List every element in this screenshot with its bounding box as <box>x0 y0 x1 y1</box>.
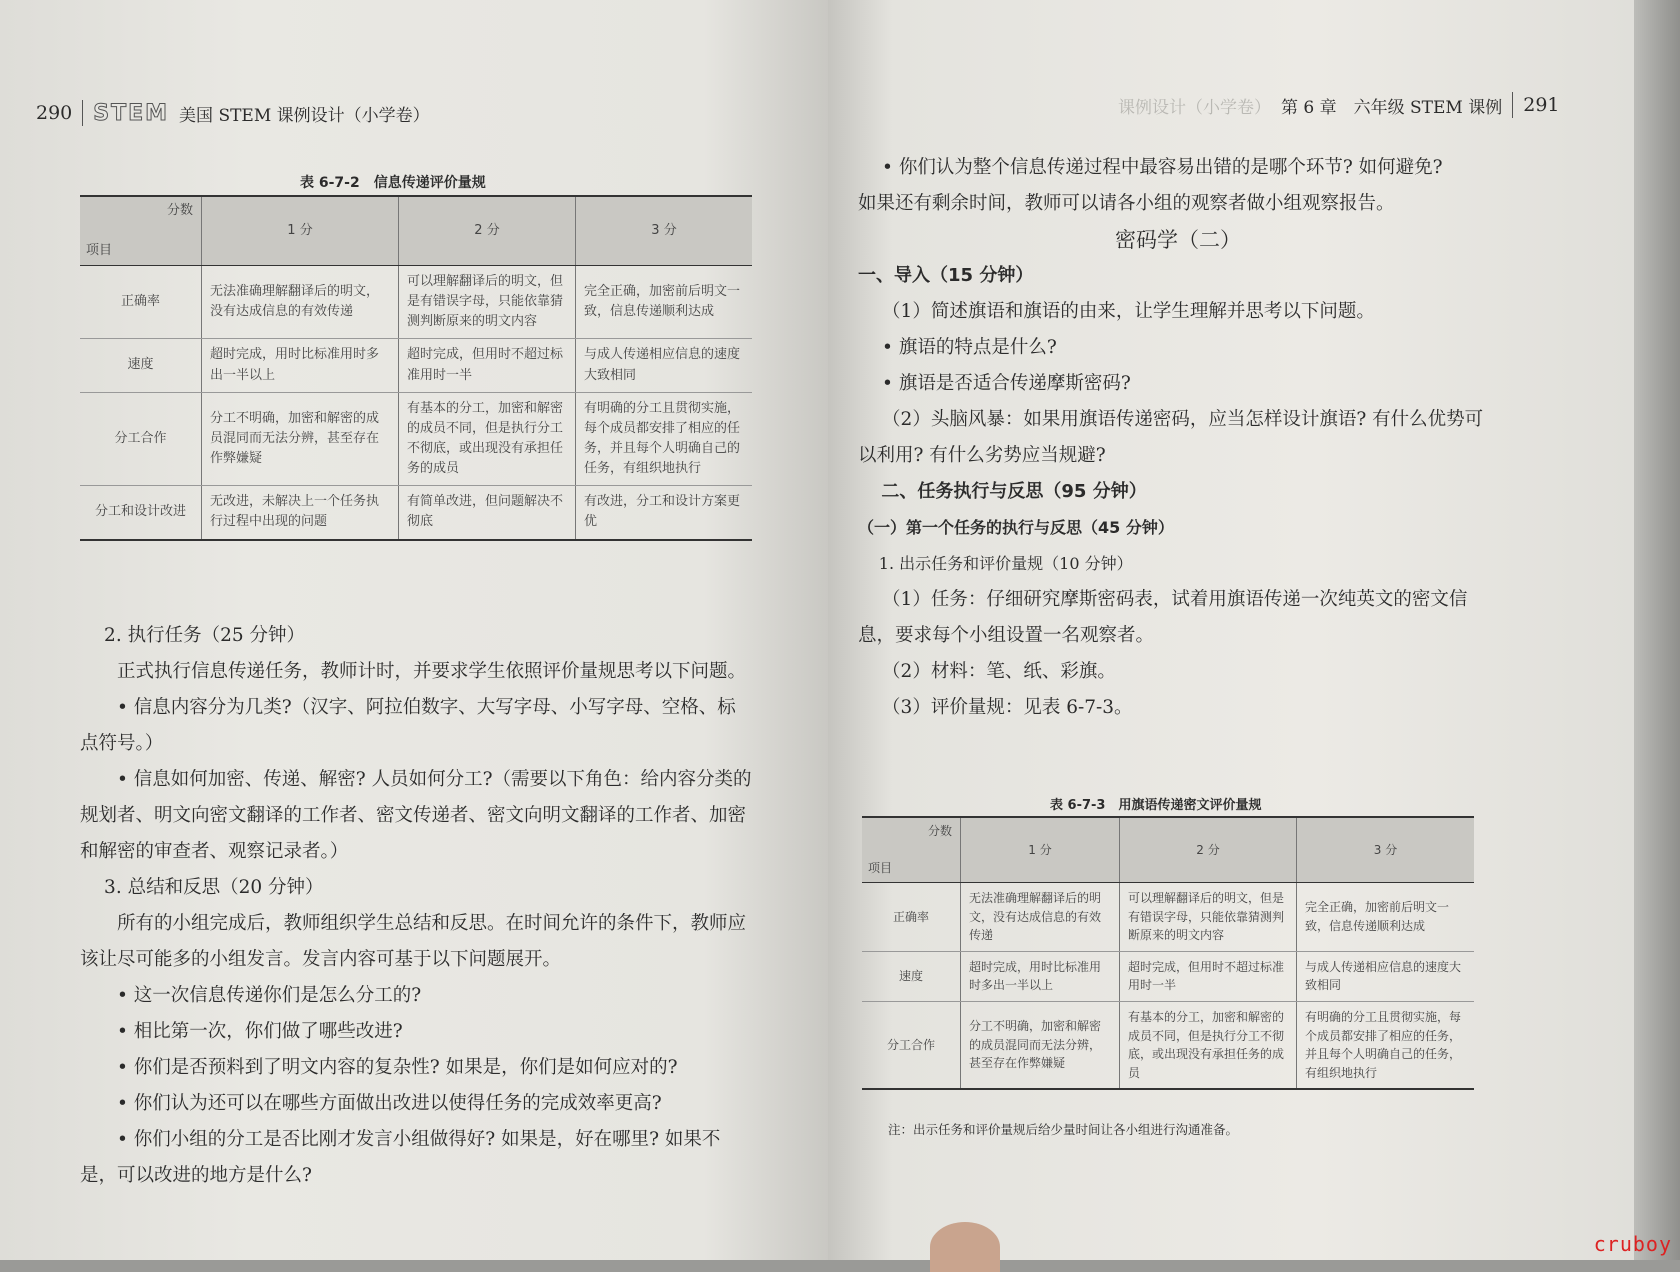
watermark: cruboy <box>1593 1232 1672 1256</box>
table-caption: 表 6-7-2 信息传递评价量规 <box>300 175 486 191</box>
corner-score-label: 分数 <box>927 824 952 838</box>
table-row <box>80 266 752 339</box>
stem-logo: STEM <box>93 100 170 126</box>
paragraph: 如果还有剩余时间，教师可以请各小组的观察者做小组观察报告。 <box>858 193 1395 214</box>
bullet-item: • 旗语是否适合传递摩斯密码? <box>882 373 1131 394</box>
bullet-item: • 相比第一次，你们做了哪些改进? <box>117 1021 403 1042</box>
right-page <box>828 0 1634 1260</box>
table-cell: 完全正确，加密前后明文一致，信息传递顺利达成 <box>576 266 753 339</box>
table-cell: 超时完成，但用时不超过标准用时一半 <box>1120 951 1297 1001</box>
table-cell: 有基本的分工，加密和解密的成员不同，但是执行分工不彻底，或出现没有承担任务的成员 <box>1120 1001 1297 1089</box>
left-body-text <box>80 618 752 1194</box>
table-cell: 有基本的分工，加密和解密的成员不同，但是执行分工不彻底，或出现没有承担任务的成员 <box>399 392 576 486</box>
table-cell: 可以理解翻译后的明文，但是有错误字母，只能依靠猜测判断原来的明文内容 <box>399 266 576 339</box>
corner-item-label: 项目 <box>86 242 113 258</box>
page-number: 291 <box>1523 94 1560 116</box>
subsection-heading: （一）第一个任务的执行与反思（45 分钟） <box>858 518 1174 537</box>
table-corner-cell <box>80 196 202 266</box>
row-label: 分工和设计改进 <box>80 486 202 540</box>
column-header: 1 分 <box>202 196 399 266</box>
rubric-table <box>80 195 752 541</box>
column-header: 3 分 <box>1297 817 1475 883</box>
row-label: 正确率 <box>80 266 202 339</box>
corner-item-label: 项目 <box>868 861 893 876</box>
right-header <box>1118 92 1560 118</box>
table-caption: 表 6-7-3 用旗语传递密文评价量规 <box>1050 798 1262 813</box>
bullet-item: • 信息内容分为几类?（汉字、阿拉伯数字、大写字母、小写字母、空格、标点符号。） <box>80 697 736 754</box>
table-cell: 无法准确理解翻译后的明文，没有达成信息的有效传递 <box>961 883 1120 952</box>
table-row <box>80 486 752 540</box>
rubric-table <box>862 816 1474 1090</box>
right-body-text <box>858 150 1498 726</box>
table-note: 注：出示任务和评价量规后给少量时间让各小组进行沟通准备。 <box>888 1122 1239 1137</box>
table-cell: 有明确的分工且贯彻实施，每个成员都安排了相应的任务，并且每个人明确自己的任务，有组织地执行 <box>1297 1001 1475 1089</box>
bullet-item: • 你们认为整个信息传递过程中最容易出错的是哪个环节? 如何避免? <box>882 157 1443 178</box>
table-cell: 与成人传递相应信息的速度大致相同 <box>1297 951 1475 1001</box>
section-heading: 一、导入（15 分钟） <box>858 265 1034 286</box>
paragraph: （1）任务：仔细研究摩斯密码表，试着用旗语传递一次纯英文的密文信息，要求每个小组设置一名观察者。 <box>858 589 1468 646</box>
row-label: 速度 <box>862 951 961 1001</box>
header-separator <box>82 100 83 126</box>
table-cell: 超时完成，用时比标准用时多出一半以上 <box>202 339 399 392</box>
table-cell: 有简单改进，但问题解决不彻底 <box>399 486 576 540</box>
row-label: 速度 <box>80 339 202 392</box>
paragraph: 所有的小组完成后，教师组织学生总结和反思。在时间允许的条件下，教师应该让尽可能多的小组发言。发言内容可基于以下问题展开。 <box>80 913 747 970</box>
table-cell: 可以理解翻译后的明文，但是有错误字母，只能依靠猜测判断原来的明文内容 <box>1120 883 1297 952</box>
corner-score-label: 分数 <box>166 203 193 218</box>
section-heading: 二、任务执行与反思（95 分钟） <box>881 481 1147 502</box>
column-header: 1 分 <box>961 817 1120 883</box>
table-row <box>80 392 752 486</box>
table-cell: 有明确的分工且贯彻实施，每个成员都安排了相应的任务，并且每个人明确自己的任务，有组织地执行 <box>576 392 753 486</box>
bullet-item: • 你们认为还可以在哪些方面做出改进以使得任务的完成效率更高? <box>117 1093 662 1114</box>
bullet-item: • 你们是否预料到了明文内容的复杂性? 如果是，你们是如何应对的? <box>117 1057 678 1078</box>
bullet-item: • 信息如何加密、传递、解密? 人员如何分工?（需要以下角色：给内容分类的规划者、明文向密文翻译的工作者、密文传递者、密文向明文翻译的工作者、加密和解密的审查者、观察记录者。） <box>80 769 752 862</box>
left-header <box>36 100 430 126</box>
row-label: 正确率 <box>862 883 961 952</box>
bullet-item: • 旗语的特点是什么? <box>882 337 1057 358</box>
table-cell: 无改进，未解决上一个任务执行过程中出现的问题 <box>202 486 399 540</box>
table-row <box>862 1001 1474 1089</box>
chapter-header: 第 6 章 六年级 STEM 课例 <box>1281 97 1503 118</box>
table-header-row <box>862 817 1474 883</box>
thumb <box>930 1222 1000 1272</box>
row-label: 分工合作 <box>80 392 202 486</box>
paragraph: （3）评价量规：见表 6-7-3。 <box>882 697 1133 718</box>
paragraph: 正式执行信息传递任务，教师计时，并要求学生依照评价量规思考以下问题。 <box>117 661 747 682</box>
table-cell: 分工不明确，加密和解密的成员混同而无法分辨，甚至存在作弊嫌疑 <box>961 1001 1120 1089</box>
table-row <box>80 339 752 392</box>
paragraph: （2）头脑风暴：如果用旗语传递密码，应当怎样设计旗语? 有什么优势可以利用? 有什么劣势应当规避? <box>858 409 1484 466</box>
table-cell: 完全正确，加密前后明文一致，信息传递顺利达成 <box>1297 883 1475 952</box>
table-row <box>862 883 1474 952</box>
book-edge <box>1634 0 1680 1260</box>
page-number: 290 <box>36 102 73 124</box>
step-heading: 2. 执行任务（25 分钟） <box>104 625 306 646</box>
table-cell: 分工不明确，加密和解密的成员混同而无法分辨，甚至存在作弊嫌疑 <box>202 392 399 486</box>
column-header: 3 分 <box>576 196 753 266</box>
table-cell: 与成人传递相应信息的速度大致相同 <box>576 339 753 392</box>
bullet-item: • 这一次信息传递你们是怎么分工的? <box>117 985 422 1006</box>
table-corner-cell <box>862 817 961 883</box>
left-page <box>0 0 828 1260</box>
lesson-title: 密码学（二） <box>1115 228 1241 252</box>
column-header: 2 分 <box>399 196 576 266</box>
table-row <box>862 951 1474 1001</box>
paragraph: （2）材料：笔、纸、彩旗。 <box>882 661 1116 682</box>
header-separator <box>1512 92 1513 118</box>
table-cell: 超时完成，但用时不超过标准用时一半 <box>399 339 576 392</box>
row-label: 分工合作 <box>862 1001 961 1089</box>
book-title: 美国 STEM 课例设计（小学卷） <box>179 105 430 126</box>
step-heading: 1. 出示任务和评价量规（10 分钟） <box>878 554 1133 573</box>
paragraph: （1）简述旗语和旗语的由来，让学生理解并思考以下问题。 <box>882 301 1375 322</box>
table-cell: 超时完成，用时比标准用时多出一半以上 <box>961 951 1120 1001</box>
bullet-item: • 你们小组的分工是否比刚才发言小组做得好? 如果是，好在哪里? 如果不是，可以改进的地方是什么? <box>80 1129 721 1186</box>
table-cell: 有改进，分工和设计方案更优 <box>576 486 753 540</box>
step-heading: 3. 总结和反思（20 分钟） <box>104 877 324 898</box>
faded-header-text: 课例设计（小学卷） <box>1118 97 1271 118</box>
table-header-row <box>80 196 752 266</box>
table-cell: 无法准确理解翻译后的明文，没有达成信息的有效传递 <box>202 266 399 339</box>
column-header: 2 分 <box>1120 817 1297 883</box>
